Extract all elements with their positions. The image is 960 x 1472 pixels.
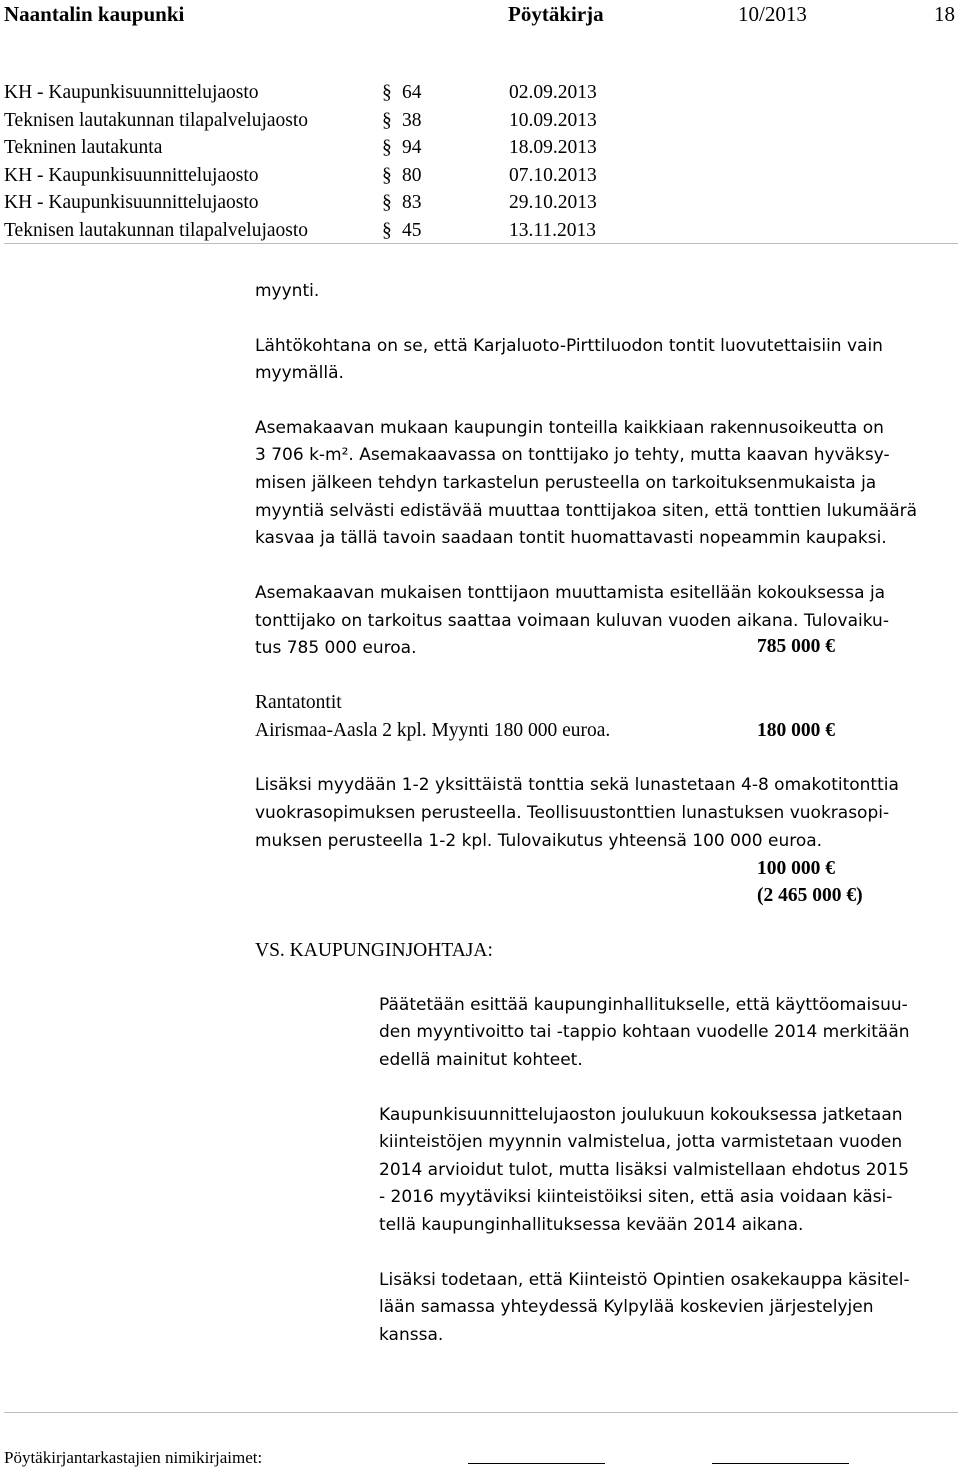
section-symbol: § xyxy=(382,109,392,131)
section-symbol: § xyxy=(382,82,392,103)
proposal-label: VS. KAUPUNGINJOHTAJA: xyxy=(255,940,493,961)
paragraph-line: Asemakaavan mukaisen tonttijaon muuttamista esitellään kokouksessa ja xyxy=(255,583,886,603)
text-myynti: myynti. xyxy=(255,281,320,301)
reference-body: KH - Kaupunkisuunnittelujaosto xyxy=(4,164,259,186)
reference-number: 38 xyxy=(402,109,422,131)
heading-rantatontit: Rantatontit xyxy=(255,692,342,713)
proposal-line: kanssa. xyxy=(379,1325,444,1345)
paragraph-line: vuokrasopimuksen perusteella. Teollisuustonttien lunastuksen vuokrasopi- xyxy=(255,803,890,823)
paragraph-line: muksen perusteella 1-2 kpl. Tulovaikutus yhteensä 100 000 euroa. xyxy=(255,831,823,851)
reference-body: KH - Kaupunkisuunnittelujaosto xyxy=(4,192,259,213)
header-divider xyxy=(4,243,958,244)
paragraph-line: Lähtökohtana on se, että Karjaluoto-Pirttiluodon tontit luovutettaisiin vain xyxy=(255,336,883,356)
paragraph-line: tus 785 000 euroa. xyxy=(255,638,417,658)
reference-date: 18.09.2013 xyxy=(509,137,597,158)
reference-date: 07.10.2013 xyxy=(509,164,597,186)
reference-date: 10.09.2013 xyxy=(509,109,597,131)
paragraph-line: Lisäksi myydään 1-2 yksittäistä tonttia sekä lunastetaan 4-8 omakotitonttia xyxy=(255,775,899,795)
proposal-line: Kaupunkisuunnittelujaoston joulukuun kokouksessa jatketaan xyxy=(379,1105,903,1125)
proposal-line: - 2016 myytäviksi kiinteistöiksi siten, että asia voidaan käsi- xyxy=(379,1187,893,1207)
reference-number: 94 xyxy=(402,137,422,158)
amount-tulovaikutus-2: 180 000 € xyxy=(757,720,835,741)
reference-date: 13.11.2013 xyxy=(509,219,597,241)
paragraph-line: tonttijako on tarkoitus saattaa voimaan kuluvan vuoden aikana. Tulovaiku- xyxy=(255,611,889,631)
reference-body: Teknisen lautakunnan tilapalvelujaosto xyxy=(4,219,309,241)
reference-date: 02.09.2013 xyxy=(509,82,597,103)
paragraph-line: myymällä. xyxy=(255,363,344,383)
paragraph-line: 3 706 k-m². Asemakaavassa on tonttijako jo tehty, mutta kaavan hyväksy- xyxy=(255,445,890,465)
proposal-line: lään samassa yhteydessä Kylpylää koskevien järjestelyjen xyxy=(379,1297,874,1317)
paragraph-line: misen jälkeen tehdyn tarkastelun perusteella on tarkoituksenmukaista ja xyxy=(255,473,877,493)
footer-signature-label: Pöytäkirjantarkastajien nimikirjaimet: xyxy=(4,1448,263,1467)
reference-body: Tekninen lautakunta xyxy=(4,137,163,158)
amount-total: (2 465 000 €) xyxy=(757,885,863,906)
proposal-line: kiinteistöjen myynnin valmistelua, jotta varmistetaan vuoden xyxy=(379,1132,903,1152)
reference-number: 45 xyxy=(402,219,422,241)
footer-divider xyxy=(4,1412,958,1413)
header-issue: 10/2013 xyxy=(738,2,807,26)
section-symbol: § xyxy=(382,219,392,241)
section-symbol: § xyxy=(382,137,392,158)
signature-line xyxy=(712,1463,849,1464)
reference-number: 83 xyxy=(402,192,422,213)
proposal-line: 2014 arvioidut tulot, mutta lisäksi valmistellaan ehdotus 2015 xyxy=(379,1160,910,1180)
proposal-line: tellä kaupunginhallituksessa kevään 2014 aikana. xyxy=(379,1215,804,1235)
reference-body: KH - Kaupunkisuunnittelujaosto xyxy=(4,82,259,103)
amount-tulovaikutus-3: 100 000 € xyxy=(757,858,835,879)
reference-number: 64 xyxy=(402,82,422,103)
text-airismaa: Airismaa-Aasla 2 kpl. Myynti 180 000 euroa. xyxy=(255,720,611,741)
proposal-line: Lisäksi todetaan, että Kiinteistö Opintien osakekauppa käsitel- xyxy=(379,1270,910,1290)
amount-tulovaikutus-1: 785 000 € xyxy=(757,636,835,657)
section-symbol: § xyxy=(382,164,392,186)
paragraph-line: kasvaa ja tällä tavoin saadaan tontit huomattavasti nopeammin kaupaksi. xyxy=(255,528,887,548)
paragraph-line: myyntiä selvästi edistävää muuttaa tonttijakoa siten, että tonttien lukumäärä xyxy=(255,501,918,521)
proposal-line: edellä mainitut kohteet. xyxy=(379,1050,583,1070)
reference-date: 29.10.2013 xyxy=(509,192,597,213)
paragraph-line: Asemakaavan mukaan kaupungin tonteilla kaikkiaan rakennusoikeutta on xyxy=(255,418,884,438)
reference-body: Teknisen lautakunnan tilapalvelujaosto xyxy=(4,109,309,131)
signature-line xyxy=(468,1463,605,1464)
header-page-number: 18 xyxy=(934,2,955,26)
proposal-line: Päätetään esittää kaupunginhallitukselle, että käyttöomaisuu- xyxy=(379,995,908,1015)
reference-number: 80 xyxy=(402,164,422,186)
proposal-line: den myyntivoitto tai -tappio kohtaan vuodelle 2014 merkitään xyxy=(379,1022,910,1042)
header-document-type: Pöytäkirja xyxy=(508,2,604,26)
header-organization: Naantalin kaupunki xyxy=(4,2,185,26)
section-symbol: § xyxy=(382,192,392,213)
